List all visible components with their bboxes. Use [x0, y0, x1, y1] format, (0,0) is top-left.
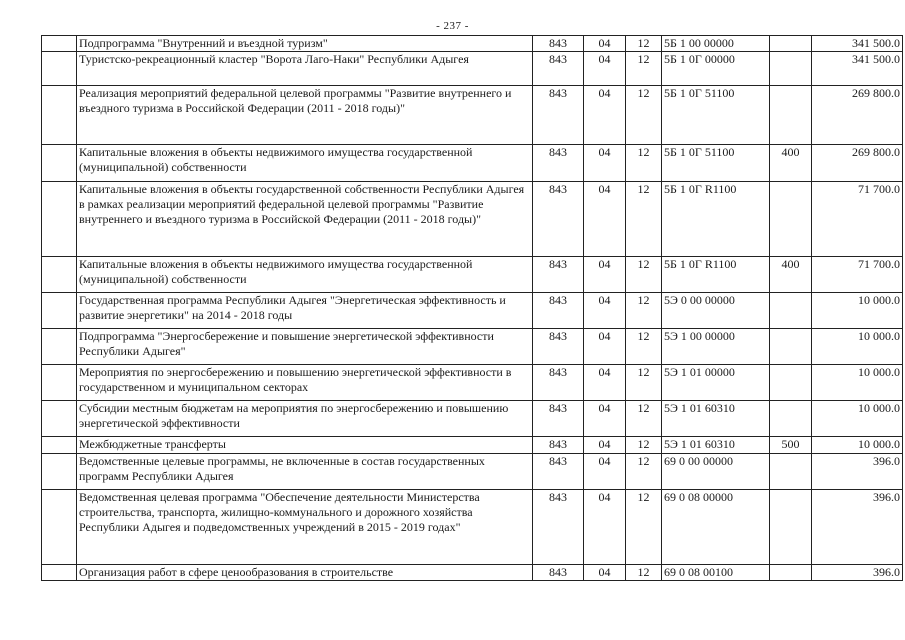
department-code: 843 [533, 565, 584, 581]
expense-type [770, 182, 812, 257]
table-row [42, 329, 903, 365]
blank-cell [42, 293, 77, 329]
page-number: - 237 - [436, 20, 469, 32]
subsection-code: 04 [584, 36, 626, 52]
expense-type [770, 36, 812, 52]
target-article: 5Э 0 00 00000 [662, 293, 770, 329]
table-row [42, 490, 903, 565]
target-article: 5Э 1 01 60310 [662, 401, 770, 437]
blank-cell [42, 86, 77, 145]
expense-type [770, 401, 812, 437]
subsection-code: 04 [584, 52, 626, 86]
expense-type: 400 [770, 257, 812, 293]
item-name: Межбюджетные трансферты [77, 437, 533, 454]
blank-cell [42, 182, 77, 257]
table-row [42, 365, 903, 401]
expense-type [770, 365, 812, 401]
department-code: 843 [533, 437, 584, 454]
table-row [42, 401, 903, 437]
blank-cell [42, 329, 77, 365]
target-article: 69 0 00 00000 [662, 454, 770, 490]
amount: 269 800.0 [812, 145, 903, 182]
subsection-code: 04 [584, 86, 626, 145]
blank-cell [42, 565, 77, 581]
amount: 341 500.0 [812, 52, 903, 86]
amount: 396.0 [812, 454, 903, 490]
amount: 269 800.0 [812, 86, 903, 145]
target-article: 5Э 1 00 00000 [662, 329, 770, 365]
item-name: Государственная программа Республики Адыгея "Энергетическая эффективность и развитие энергетики" на 2014 - 2018 годы [77, 293, 533, 329]
target-article: 5Э 1 01 00000 [662, 365, 770, 401]
blank-cell [42, 365, 77, 401]
subsection-code: 04 [584, 401, 626, 437]
amount: 396.0 [812, 565, 903, 581]
expense-type [770, 52, 812, 86]
expense-type: 400 [770, 145, 812, 182]
item-name: Ведомственная целевая программа "Обеспечение деятельности Министерства строительства, транспорта, жилищно-коммунального и дорожного хозяйства Республики Адыгея и подведомственных учреждений в 2015 - 2019 годах" [77, 490, 533, 565]
blank-cell [42, 36, 77, 52]
table-row [42, 293, 903, 329]
section-code: 12 [626, 565, 662, 581]
section-code: 12 [626, 365, 662, 401]
blank-cell [42, 145, 77, 182]
table-row [42, 257, 903, 293]
amount: 10 000.0 [812, 401, 903, 437]
section-code: 12 [626, 257, 662, 293]
target-article: 5Б 1 0Г 51100 [662, 86, 770, 145]
department-code: 843 [533, 182, 584, 257]
item-name: Капитальные вложения в объекты недвижимого имущества государственной (муниципальной) собственности [77, 257, 533, 293]
expense-type [770, 565, 812, 581]
department-code: 843 [533, 490, 584, 565]
target-article: 69 0 08 00100 [662, 565, 770, 581]
amount: 10 000.0 [812, 437, 903, 454]
item-name: Мероприятия по энергосбережению и повышению энергетической эффективности в государственном и муниципальном секторах [77, 365, 533, 401]
blank-cell [42, 437, 77, 454]
department-code: 843 [533, 36, 584, 52]
item-name: Реализация мероприятий федеральной целевой программы "Развитие внутреннего и въездного туризма в Российской Федерации (2011 - 2018 годы)" [77, 86, 533, 145]
section-code: 12 [626, 145, 662, 182]
section-code: 12 [626, 437, 662, 454]
section-code: 12 [626, 293, 662, 329]
target-article: 5Э 1 01 60310 [662, 437, 770, 454]
table-row [42, 36, 903, 52]
expense-type [770, 490, 812, 565]
department-code: 843 [533, 257, 584, 293]
blank-cell [42, 257, 77, 293]
item-name: Туристско-рекреационный кластер "Ворота Лаго-Наки" Республики Адыгея [77, 52, 533, 86]
table-row [42, 52, 903, 86]
amount: 71 700.0 [812, 257, 903, 293]
department-code: 843 [533, 365, 584, 401]
section-code: 12 [626, 36, 662, 52]
subsection-code: 04 [584, 293, 626, 329]
section-code: 12 [626, 401, 662, 437]
expense-type [770, 293, 812, 329]
amount: 396.0 [812, 490, 903, 565]
department-code: 843 [533, 145, 584, 182]
expense-type [770, 86, 812, 145]
target-article: 69 0 08 00000 [662, 490, 770, 565]
blank-cell [42, 52, 77, 86]
department-code: 843 [533, 52, 584, 86]
subsection-code: 04 [584, 365, 626, 401]
subsection-code: 04 [584, 437, 626, 454]
table-row [42, 182, 903, 257]
subsection-code: 04 [584, 490, 626, 565]
target-article: 5Б 1 0Г R1100 [662, 257, 770, 293]
section-code: 12 [626, 454, 662, 490]
item-name: Субсидии местным бюджетам на мероприятия по энергосбережению и повышению энергетической эффективности [77, 401, 533, 437]
expense-type [770, 329, 812, 365]
department-code: 843 [533, 86, 584, 145]
target-article: 5Б 1 00 00000 [662, 36, 770, 52]
item-name: Капитальные вложения в объекты недвижимого имущества государственной (муниципальной) собственности [77, 145, 533, 182]
section-code: 12 [626, 329, 662, 365]
amount: 10 000.0 [812, 329, 903, 365]
budget-table [41, 35, 903, 581]
department-code: 843 [533, 293, 584, 329]
item-name: Капитальные вложения в объекты государственной собственности Республики Адыгея в рамках реализации мероприятий федеральной целевой программы "Развитие внутреннего и въездного туризма в Российской Федерации (2011 - 2018 годы)" [77, 182, 533, 257]
table-row [42, 437, 903, 454]
expense-type [770, 454, 812, 490]
expense-type: 500 [770, 437, 812, 454]
blank-cell [42, 490, 77, 565]
subsection-code: 04 [584, 454, 626, 490]
item-name: Подпрограмма "Энергосбережение и повышение энергетической эффективности Республики Адыгея" [77, 329, 533, 365]
target-article: 5Б 1 0Г 51100 [662, 145, 770, 182]
section-code: 12 [626, 86, 662, 145]
amount: 71 700.0 [812, 182, 903, 257]
department-code: 843 [533, 454, 584, 490]
blank-cell [42, 454, 77, 490]
item-name: Подпрограмма "Внутренний и въездной туризм" [77, 36, 533, 52]
amount: 10 000.0 [812, 365, 903, 401]
section-code: 12 [626, 490, 662, 565]
subsection-code: 04 [584, 145, 626, 182]
amount: 341 500.0 [812, 36, 903, 52]
target-article: 5Б 1 0Г R1100 [662, 182, 770, 257]
target-article: 5Б 1 0Г 00000 [662, 52, 770, 86]
table-row [42, 145, 903, 182]
item-name: Ведомственные целевые программы, не включенные в состав государственных программ Республики Адыгея [77, 454, 533, 490]
amount: 10 000.0 [812, 293, 903, 329]
department-code: 843 [533, 329, 584, 365]
table-row [42, 86, 903, 145]
blank-cell [42, 401, 77, 437]
section-code: 12 [626, 52, 662, 86]
table-row [42, 565, 903, 581]
subsection-code: 04 [584, 257, 626, 293]
table-row [42, 454, 903, 490]
section-code: 12 [626, 182, 662, 257]
department-code: 843 [533, 401, 584, 437]
subsection-code: 04 [584, 329, 626, 365]
item-name: Организация работ в сфере ценообразования в строительстве [77, 565, 533, 581]
subsection-code: 04 [584, 565, 626, 581]
subsection-code: 04 [584, 182, 626, 257]
